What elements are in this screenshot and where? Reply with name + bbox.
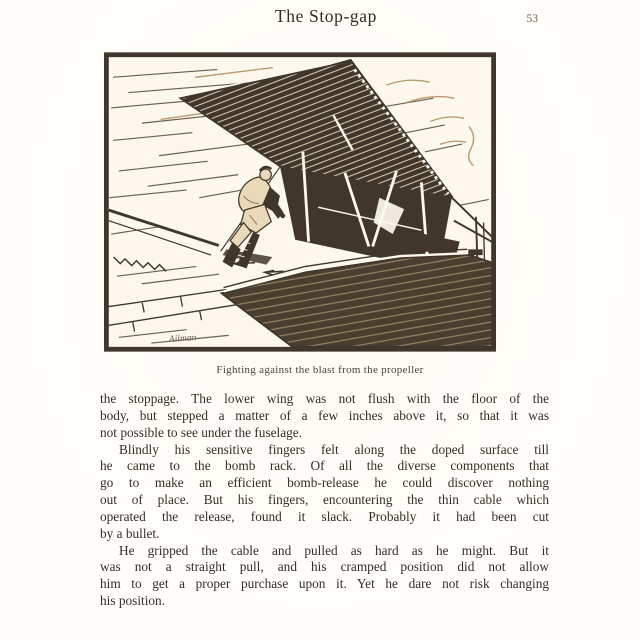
body-line: body, but stepped a matter of a few inches above it, so that it was: [100, 407, 549, 423]
body-line: He gripped the cable and pulled as hard as he might. But it: [119, 542, 549, 558]
illustration-engraving: [104, 48, 496, 356]
illustration-caption: Fighting against the blast from the propeller: [216, 364, 424, 376]
body-line: go to make an efficient bomb-release he could discover nothing: [100, 475, 549, 491]
chapter-title: The Stop-gap: [275, 6, 377, 26]
body-line: out of place. But his fingers, encountering the thin cable which: [100, 492, 549, 508]
body-line: his position.: [100, 593, 166, 609]
body-line: by a bullet.: [100, 525, 160, 541]
body-text: [100, 391, 549, 610]
body-line: he came to the bomb rack. Of all the diverse components that: [100, 458, 549, 474]
page-header: [100, 6, 552, 36]
body-line: not possible to see under the fuselage.: [100, 424, 302, 440]
body-line: the stoppage. The lower wing was not flush with the floor of the: [100, 391, 549, 406]
artist-signature: Ailman: [168, 332, 197, 346]
body-line: was not a straight pull, and his cramped position did not allow: [100, 559, 549, 575]
engraving-svg: [104, 48, 496, 356]
body-line: operated the release, found it slack. Probably it had been cut: [100, 508, 549, 524]
body-line: him to get a proper purchase upon it. Yet he dare not risk changing: [100, 576, 549, 592]
body-line: Blindly his sensitive fingers felt along the doped surface till: [119, 441, 549, 457]
page-number: 53: [526, 13, 538, 25]
